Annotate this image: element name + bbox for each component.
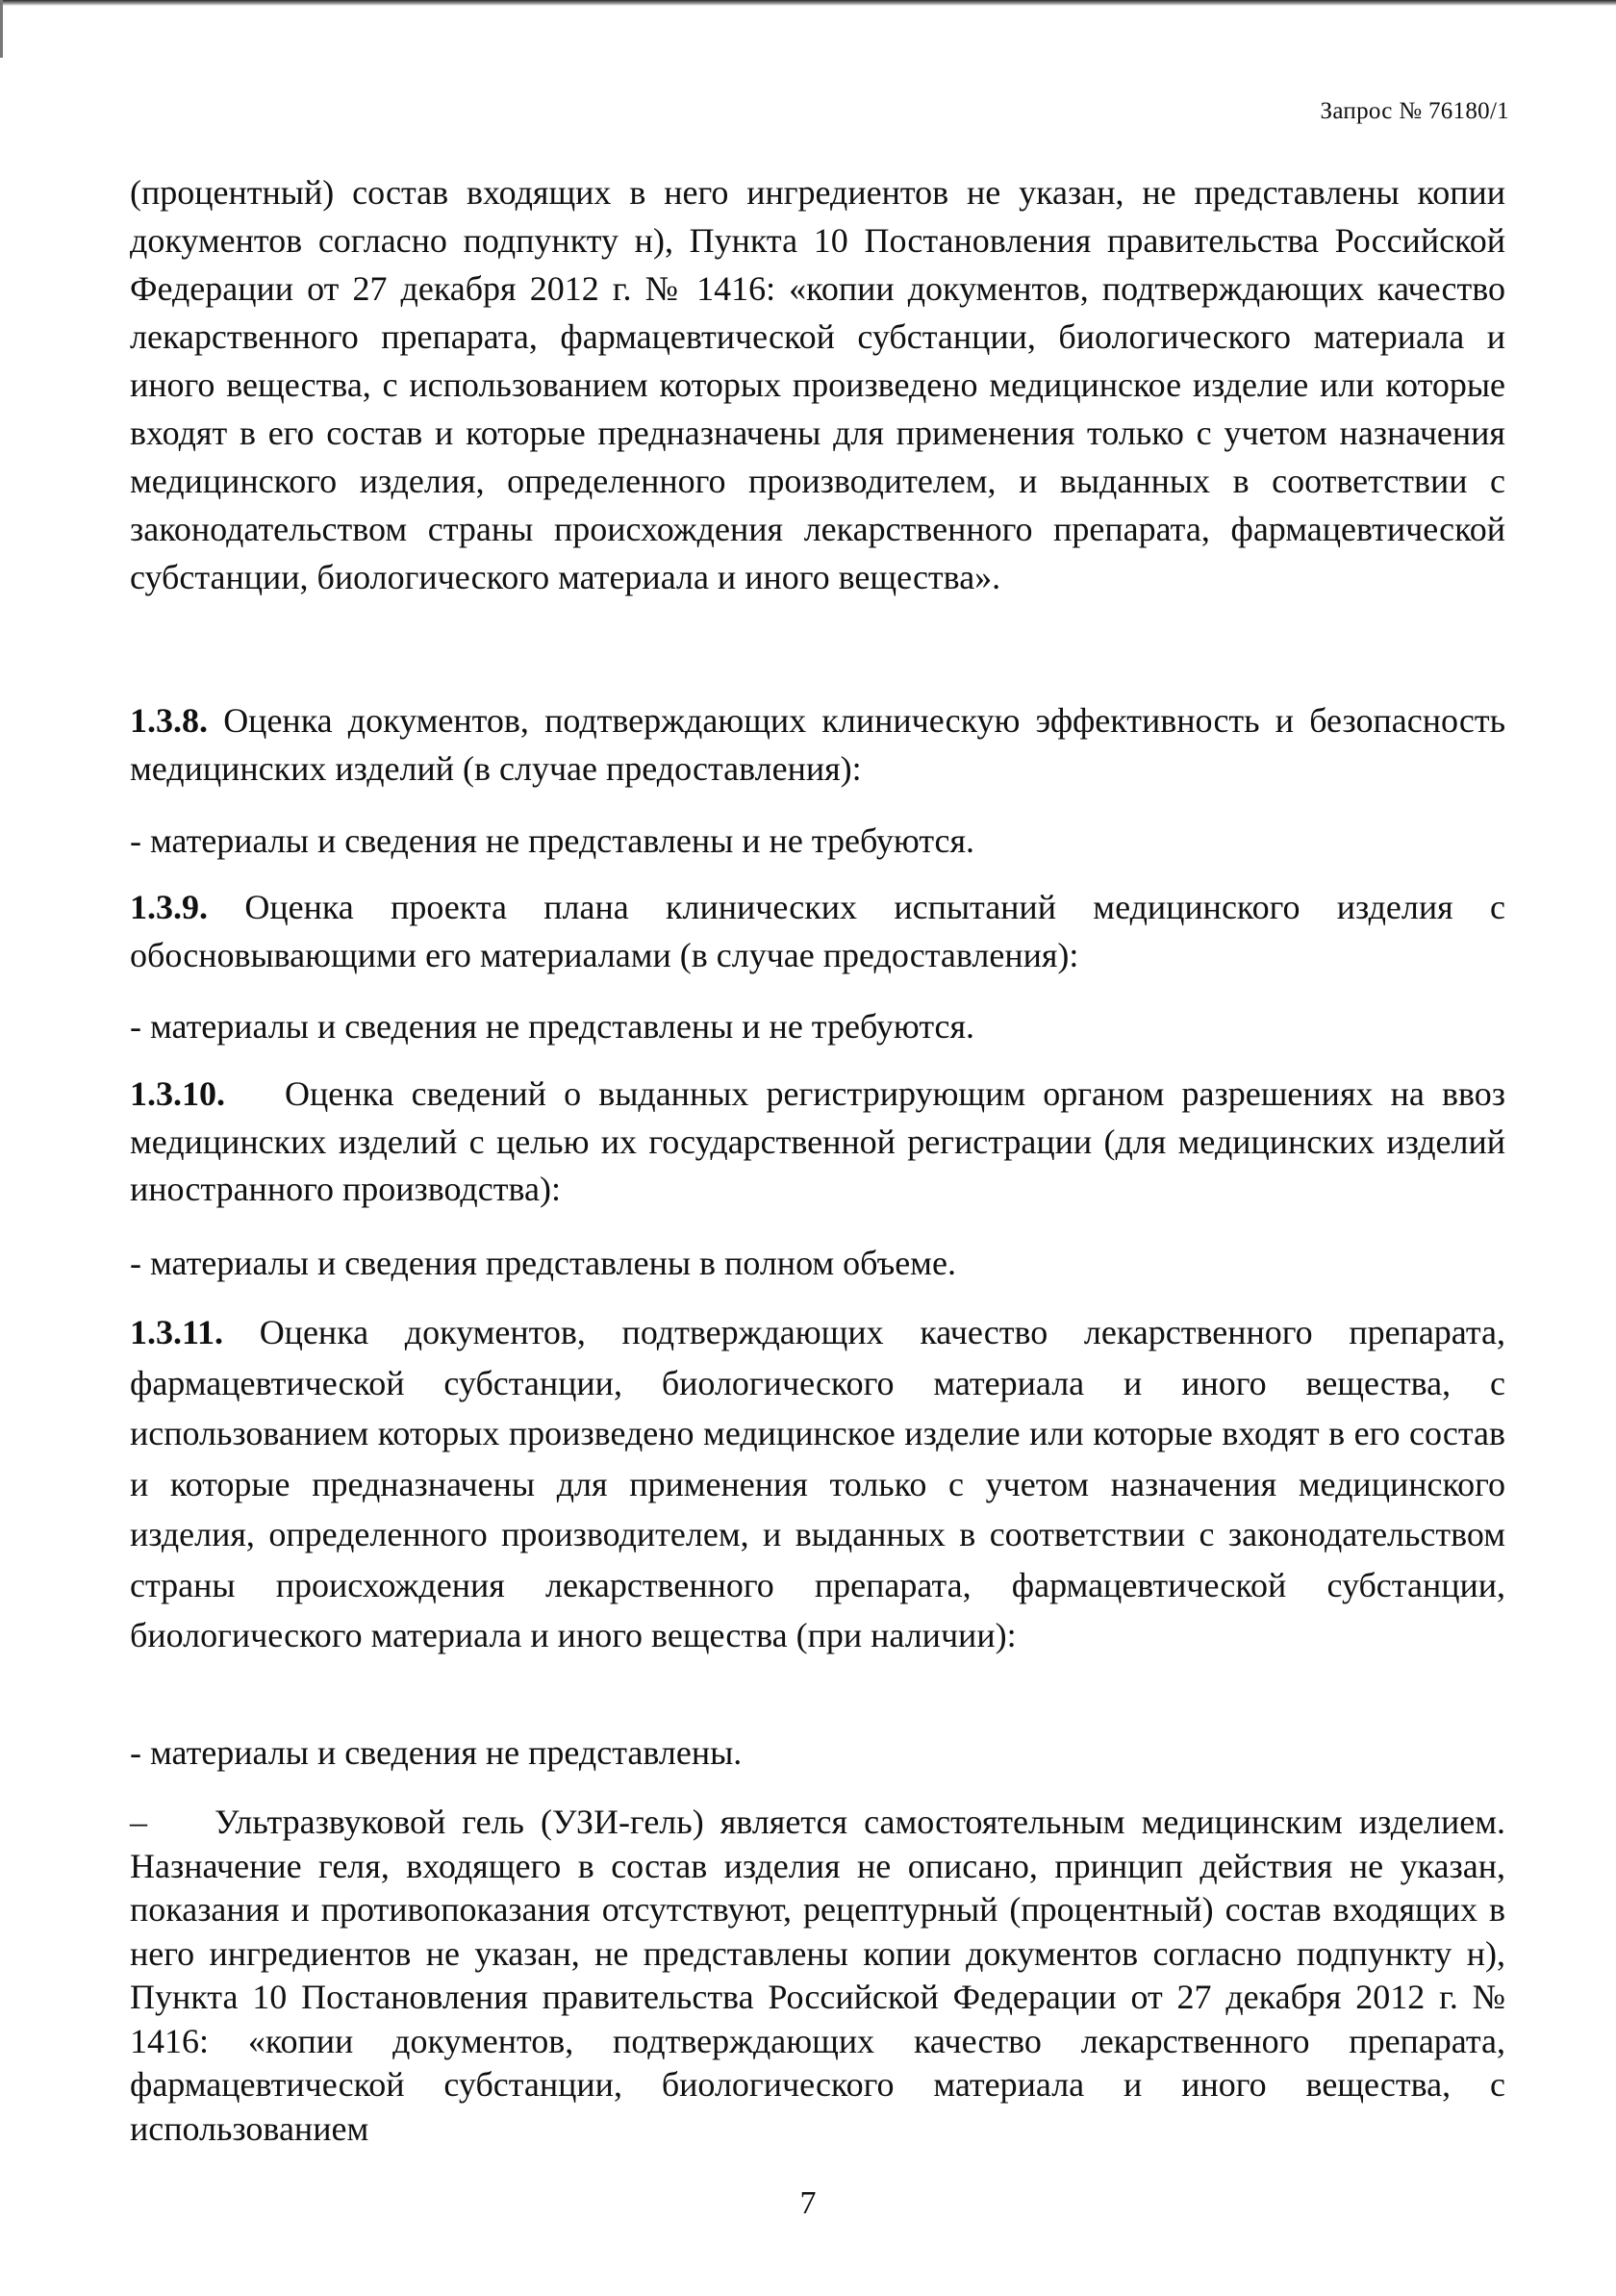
section-1-3-8-result	[130, 818, 1505, 866]
paragraph-ultrasound-gel	[130, 1801, 1505, 2151]
section-text: Оценка документов, подтверждающих качество лекарственного препарата, фармацевтической субстанции, биологического материала и иного вещества, с использованием которых произведено медицинское изделие или которые входят в его состав и которые предназначены для применения только с учетом назначения медицинского изделия, определенного производителем, и выданных в соответствии с законодательством страны происхождения лекарственного препарата, фармацевтической субстанции, биологического материала и иного вещества (при наличии):	[130, 1313, 1506, 1654]
result-text: - материалы и сведения не представлены и не требуются.	[130, 821, 975, 860]
section-1-3-11-result	[130, 1729, 1505, 1778]
scan-edge-left	[0, 0, 3, 58]
section-number: 1.3.11.	[130, 1313, 224, 1351]
section-1-3-10	[130, 1071, 1505, 1214]
section-1-3-11	[130, 1307, 1505, 1661]
section-1-3-9-result	[130, 1003, 1505, 1051]
result-text: - материалы и сведения не представлены и не требуются.	[130, 1007, 975, 1046]
result-text: - материалы и сведения представлены в полном объеме.	[130, 1244, 956, 1282]
dash-bullet: –	[130, 1803, 147, 1841]
result-text: - материалы и сведения не представлены.	[130, 1733, 743, 1772]
section-1-3-8	[130, 697, 1505, 793]
request-number: Запрос № 76180/1	[1320, 98, 1509, 124]
section-text: Оценка проекта плана клинических испытаний медицинского изделия с обосновывающими его материалами (в случае предоставления):	[130, 888, 1506, 974]
scan-edge-top	[0, 0, 1616, 6]
section-1-3-9	[130, 884, 1505, 979]
paragraph-continuation	[130, 168, 1505, 601]
section-number: 1.3.9.	[130, 888, 208, 926]
paragraph-text: Ультразвуковой гель (УЗИ-гель) является самостоятельным медицинским изделием. Назначение геля, входящего в состав изделия не описано, принцип действия не указан, показания и противопоказания отсутствуют, рецептурный (процентный) состав входящих в него ингредиентов не указан, не представлены копии документов согласно подпункту н), Пункта 10 Постановления правительства Российской Федерации от 27 декабря 2012 г. № 1416: «копии документов, подтверждающих качество лекарственного препарата, фармацевтической субстанции, биологического материала и иного вещества, с использованием	[130, 1803, 1505, 2148]
paragraph-text: (процентный) состав входящих в него ингредиентов не указан, не представлены копии документов согласно подпункту н), Пункта 10 Постановления правительства Российской Федерации от 27 декабря 2012 г. № 1416: «копии документов, подтверждающих качество лекарственного препарата, фармацевтической субстанции, биологического материала и иного вещества, с использованием которых произведено медицинское изделие или которые входят в его состав и которые предназначены для применения только с учетом назначения медицинского изделия, определенного производителем, и выданных в соответствии с законодательством страны происхождения лекарственного препарата, фармацевтической субстанции, биологического материала и иного вещества».	[130, 173, 1505, 596]
section-number: 1.3.8.	[130, 701, 208, 740]
section-text: Оценка сведений о выданных регистрирующим органом разрешениях на ввоз медицинских изделий с целью их государственной регистрации (для медицинских изделий иностранного производства):	[130, 1074, 1505, 1208]
page-number: 7	[799, 2185, 817, 2221]
section-number: 1.3.10.	[130, 1074, 225, 1113]
section-1-3-10-result	[130, 1240, 1505, 1288]
section-text: Оценка документов, подтверждающих клиническую эффективность и безопасность медицинских изделий (в случае предоставления):	[130, 701, 1505, 788]
